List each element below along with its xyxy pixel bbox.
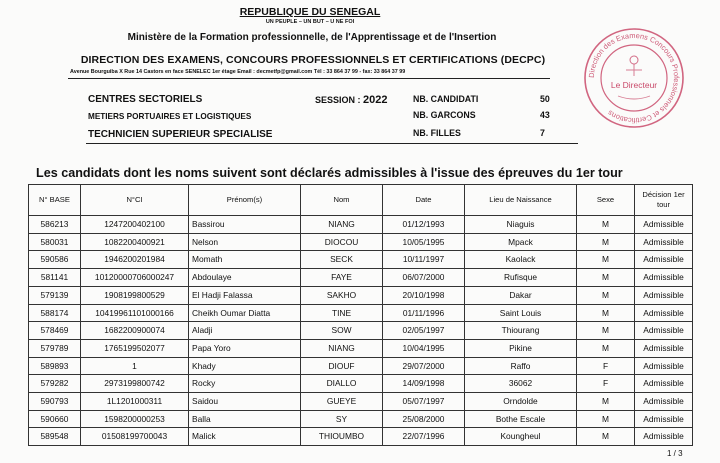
cell-date: 29/07/2000 [383, 357, 465, 375]
specialite-label: TECHNICIEN SUPERIEUR SPECIALISE [88, 129, 273, 140]
cell-nom: GUEYE [301, 393, 383, 411]
cell-ci: 01508199700043 [81, 428, 189, 446]
header-rule [68, 78, 550, 79]
cell-sexe: F [577, 357, 635, 375]
col-header-nom: Nom [301, 185, 383, 216]
cell-ci: 2973199800742 [81, 375, 189, 393]
cell-decision: Admissible [635, 216, 693, 234]
cell-prenom: Papa Yoro [189, 339, 301, 357]
cell-ci: 10419961101000166 [81, 304, 189, 322]
cell-date: 01/12/1993 [383, 216, 465, 234]
cell-base: 579789 [29, 339, 81, 357]
cell-nom: THIOUMBO [301, 428, 383, 446]
cell-base: 581141 [29, 269, 81, 287]
page-number: 1 / 3 [667, 449, 683, 458]
cell-sexe: F [577, 375, 635, 393]
cell-ci: 1946200201984 [81, 251, 189, 269]
cell-base: 588174 [29, 304, 81, 322]
table-row [29, 304, 693, 322]
col-header-base: N° BASE [29, 185, 81, 216]
cell-date: 01/11/1996 [383, 304, 465, 322]
cell-ci: 1682200900074 [81, 322, 189, 340]
cell-lieu: 36062 [465, 375, 577, 393]
cell-decision: Admissible [635, 428, 693, 446]
table-row [29, 286, 693, 304]
nb-candidats-value: 50 [540, 94, 550, 104]
cell-sexe: M [577, 233, 635, 251]
table-row [29, 322, 693, 340]
cell-prenom: El Hadji Falassa [189, 286, 301, 304]
cell-decision: Admissible [635, 286, 693, 304]
table-row [29, 339, 693, 357]
cell-date: 06/07/2000 [383, 269, 465, 287]
cell-lieu: Kaolack [465, 251, 577, 269]
national-motto: UN PEUPLE – UN BUT – U NE FOI [265, 19, 355, 25]
republic-heading: REPUBLIQUE DU SENEGAL [239, 6, 381, 18]
cell-lieu: Thiourang [465, 322, 577, 340]
cell-decision: Admissible [635, 251, 693, 269]
col-header-decision: Décision 1er tour [635, 185, 693, 216]
cell-nom: DIOCOU [301, 233, 383, 251]
cell-lieu: Saint Louis [465, 304, 577, 322]
cell-sexe: M [577, 410, 635, 428]
cell-prenom: Nelson [189, 233, 301, 251]
col-header-sexe: Sexe [577, 185, 635, 216]
cell-base: 586213 [29, 216, 81, 234]
table-row [29, 251, 693, 269]
cell-decision: Admissible [635, 269, 693, 287]
cell-prenom: Saidou [189, 393, 301, 411]
cell-base: 580031 [29, 233, 81, 251]
cell-sexe: M [577, 286, 635, 304]
cell-sexe: M [577, 216, 635, 234]
metiers-label: METIERS PORTUAIRES ET LOGISTIQUES [88, 112, 252, 121]
cell-prenom: Balla [189, 410, 301, 428]
table-row [29, 428, 693, 446]
table-row [29, 216, 693, 234]
col-header-ci: N°CI [81, 185, 189, 216]
table-header [29, 185, 693, 216]
official-stamp [582, 26, 686, 130]
cell-sexe: M [577, 304, 635, 322]
cell-nom: TINE [301, 304, 383, 322]
cell-base: 578469 [29, 322, 81, 340]
cell-sexe: M [577, 269, 635, 287]
cell-nom: DIOUF [301, 357, 383, 375]
nb-candidats-label: NB. CANDIDATI [413, 94, 479, 104]
nb-filles-label: NB. FILLES [413, 128, 461, 138]
cell-base: 590660 [29, 410, 81, 428]
table-body [29, 216, 693, 446]
table-row [29, 357, 693, 375]
cell-base: 579139 [29, 286, 81, 304]
session-label: SESSION : 2022 [315, 94, 388, 106]
header-row [29, 185, 693, 216]
stamp-ring-text: Direction des Examens Concours Professionnels et Certifications [586, 30, 682, 126]
cell-prenom: Abdoulaye [189, 269, 301, 287]
table-row [29, 233, 693, 251]
cell-prenom: Khady [189, 357, 301, 375]
cell-base: 589548 [29, 428, 81, 446]
cell-date: 10/11/1997 [383, 251, 465, 269]
cell-lieu: Bothe Escale [465, 410, 577, 428]
cell-nom: NIANG [301, 339, 383, 357]
cell-nom: NIANG [301, 216, 383, 234]
cell-nom: DIALLO [301, 375, 383, 393]
cell-base: 579282 [29, 375, 81, 393]
cell-prenom: Malick [189, 428, 301, 446]
cell-nom: FAYE [301, 269, 383, 287]
cell-nom: SAKHO [301, 286, 383, 304]
cell-prenom: Rocky [189, 375, 301, 393]
cell-lieu: Pikine [465, 339, 577, 357]
cell-prenom: Aladji [189, 322, 301, 340]
cell-lieu: Raffo [465, 357, 577, 375]
cell-decision: Admissible [635, 393, 693, 411]
cell-decision: Admissible [635, 233, 693, 251]
cell-lieu: Orndolde [465, 393, 577, 411]
cell-sexe: M [577, 393, 635, 411]
cell-ci: 1765199502077 [81, 339, 189, 357]
cell-date: 10/05/1995 [383, 233, 465, 251]
cell-decision: Admissible [635, 339, 693, 357]
cell-prenom: Cheikh Oumar Diatta [189, 304, 301, 322]
cell-decision: Admissible [635, 410, 693, 428]
cell-nom: SECK [301, 251, 383, 269]
cell-ci: 1908199800529 [81, 286, 189, 304]
table-row [29, 269, 693, 287]
nb-garcons-label: NB. GARCONS [413, 110, 476, 120]
table-row [29, 410, 693, 428]
nb-filles-value: 7 [540, 128, 545, 138]
cell-date: 22/07/1996 [383, 428, 465, 446]
nb-garcons-value: 43 [540, 110, 550, 120]
col-header-lieu: Lieu de Naissance [465, 185, 577, 216]
cell-lieu: Niaguis [465, 216, 577, 234]
cell-lieu: Dakar [465, 286, 577, 304]
cell-date: 10/04/1995 [383, 339, 465, 357]
cell-nom: SY [301, 410, 383, 428]
cell-decision: Admissible [635, 375, 693, 393]
cell-ci: 10120000706000247 [81, 269, 189, 287]
cell-base: 589893 [29, 357, 81, 375]
address-line: Avenue Bourguiba X Rue 14 Castors en face SENELEC 1er étage Email : decmetfp@gmail.com Tél : 33 864 37 99 - fax: 33 864 37 99 [70, 69, 406, 75]
centres-label: CENTRES SECTORIELS [88, 94, 203, 105]
cell-prenom: Bassirou [189, 216, 301, 234]
cell-date: 20/10/1998 [383, 286, 465, 304]
col-header-date: Date [383, 185, 465, 216]
cell-lieu: Koungheul [465, 428, 577, 446]
admission-title: Les candidats dont les noms suivent sont déclarés admissibles à l'issue des épreuves du 1er tour [36, 166, 623, 180]
session-value: 2022 [363, 94, 388, 106]
cell-base: 590793 [29, 393, 81, 411]
stamp-center-text: Le Directeur [610, 80, 658, 90]
cell-date: 05/07/1997 [383, 393, 465, 411]
cell-decision: Admissible [635, 357, 693, 375]
table-row [29, 375, 693, 393]
cell-ci: 1L1201000311 [81, 393, 189, 411]
table-row [29, 393, 693, 411]
cell-date: 25/08/2000 [383, 410, 465, 428]
direction-heading: DIRECTION DES EXAMENS, CONCOURS PROFESSIONNELS ET CERTIFICATIONS (DECPC) [80, 54, 546, 66]
col-header-prenom: Prénom(s) [189, 185, 301, 216]
cell-ci: 1082200400921 [81, 233, 189, 251]
cell-ci: 1 [81, 357, 189, 375]
cell-nom: SOW [301, 322, 383, 340]
ministry-heading: Ministère de la Formation professionnelle, de l'Apprentissage et de l'Insertion [127, 32, 497, 43]
cell-decision: Admissible [635, 304, 693, 322]
cell-ci: 1598200000253 [81, 410, 189, 428]
info-rule [86, 143, 578, 144]
cell-lieu: Rufisque [465, 269, 577, 287]
candidates-table [28, 184, 693, 446]
cell-prenom: Momath [189, 251, 301, 269]
cell-sexe: M [577, 339, 635, 357]
cell-sexe: M [577, 428, 635, 446]
cell-sexe: M [577, 251, 635, 269]
cell-date: 14/09/1998 [383, 375, 465, 393]
cell-lieu: Mpack [465, 233, 577, 251]
cell-ci: 1247200402100 [81, 216, 189, 234]
cell-sexe: M [577, 322, 635, 340]
cell-decision: Admissible [635, 322, 693, 340]
cell-base: 590586 [29, 251, 81, 269]
cell-date: 02/05/1997 [383, 322, 465, 340]
